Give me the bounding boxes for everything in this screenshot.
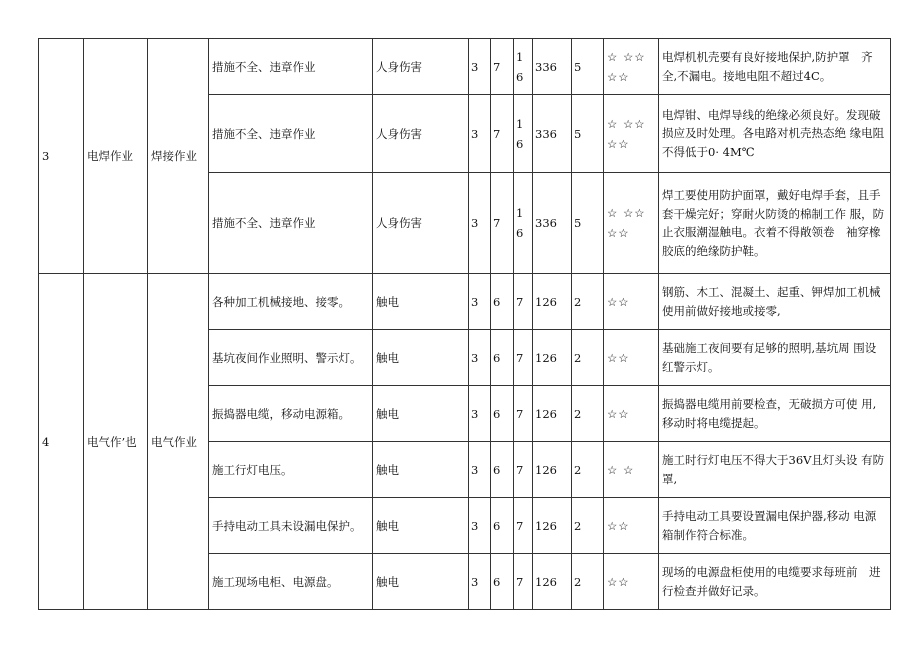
risk-level: 5 xyxy=(572,39,604,95)
table-body xyxy=(39,39,891,610)
control-measure: 电焊钳、电焊导线的绝缘必须良好。发现破损应及时处理。各电路对机壳热态绝 缘电阻不得低于0· 4M℃ xyxy=(659,95,891,173)
hazard-cell: 施工行灯电压。 xyxy=(209,442,373,498)
control-measure: 施工时行灯电压不得大于36V且灯头设 有防罩, xyxy=(659,442,891,498)
e-value: 6 xyxy=(491,442,514,498)
l-value: 3 xyxy=(469,442,491,498)
work-type: 电焊作业 xyxy=(84,39,148,274)
control-measure: 电焊机机壳要有良好接地保护,防护罩 齐全,不漏电。接地电阻不超过4C。 xyxy=(659,39,891,95)
star-rating: ☆☆ xyxy=(604,386,659,442)
l-value: 3 xyxy=(469,173,491,274)
l-value: 3 xyxy=(469,95,491,173)
hazard-cell: 基坑夜间作业照明、警示灯。 xyxy=(209,330,373,386)
l-value: 3 xyxy=(469,554,491,610)
l-value: 3 xyxy=(469,39,491,95)
hazard-cell: 施工现场电柜、电源盘。 xyxy=(209,554,373,610)
consequence-cell: 触电 xyxy=(373,386,469,442)
risk-level: 2 xyxy=(572,386,604,442)
hazard-cell: 措施不全、违章作业 xyxy=(209,173,373,274)
c-value: 7 xyxy=(514,330,533,386)
consequence-cell: 人身伤害 xyxy=(373,39,469,95)
c-value: 16 xyxy=(514,39,533,95)
d-value: 126 xyxy=(533,554,572,610)
risk-level: 2 xyxy=(572,442,604,498)
l-value: 3 xyxy=(469,498,491,554)
c-value: 7 xyxy=(514,554,533,610)
hazard-cell: 振捣器电缆，移动电源箱。 xyxy=(209,386,373,442)
d-value: 336 xyxy=(533,173,572,274)
risk-level: 5 xyxy=(572,95,604,173)
control-measure: 现场的电源盘柜使用的电缆要求每班前 进行检查并做好记录。 xyxy=(659,554,891,610)
e-value: 6 xyxy=(491,330,514,386)
table-row xyxy=(39,274,891,330)
star-rating: ☆☆ xyxy=(604,554,659,610)
e-value: 6 xyxy=(491,498,514,554)
star-rating: ☆☆ xyxy=(604,330,659,386)
star-rating: ☆ ☆☆☆☆ xyxy=(604,39,659,95)
d-value: 126 xyxy=(533,442,572,498)
consequence-cell: 触电 xyxy=(373,274,469,330)
work-type: 电气作’也 xyxy=(84,274,148,610)
risk-level: 2 xyxy=(572,498,604,554)
e-value: 6 xyxy=(491,554,514,610)
star-rating: ☆ ☆☆☆☆ xyxy=(604,173,659,274)
l-value: 3 xyxy=(469,330,491,386)
activity: 电气作业 xyxy=(148,274,209,610)
c-value: 16 xyxy=(514,95,533,173)
c-value: 7 xyxy=(514,386,533,442)
consequence-cell: 触电 xyxy=(373,442,469,498)
e-value: 7 xyxy=(491,173,514,274)
control-measure: 手持电动工具要设置漏电保护器,移动 电源箱制作符合标准。 xyxy=(659,498,891,554)
consequence-cell: 人身伤害 xyxy=(373,95,469,173)
l-value: 3 xyxy=(469,386,491,442)
risk-level: 2 xyxy=(572,274,604,330)
star-rating: ☆ ☆☆☆☆ xyxy=(604,95,659,173)
e-value: 6 xyxy=(491,386,514,442)
e-value: 7 xyxy=(491,95,514,173)
e-value: 6 xyxy=(491,274,514,330)
consequence-cell: 人身伤害 xyxy=(373,173,469,274)
d-value: 126 xyxy=(533,274,572,330)
hazard-cell: 措施不全、违章作业 xyxy=(209,39,373,95)
d-value: 336 xyxy=(533,95,572,173)
star-rating: ☆☆ xyxy=(604,498,659,554)
group-number: 4 xyxy=(39,274,84,610)
risk-level: 5 xyxy=(572,173,604,274)
control-measure: 钢筋、木工、混凝土、起重、钾焊加工机械使用前做好接地或接零, xyxy=(659,274,891,330)
d-value: 126 xyxy=(533,386,572,442)
consequence-cell: 触电 xyxy=(373,554,469,610)
l-value: 3 xyxy=(469,274,491,330)
risk-level: 2 xyxy=(572,330,604,386)
e-value: 7 xyxy=(491,39,514,95)
consequence-cell: 触电 xyxy=(373,330,469,386)
star-rating: ☆ ☆ xyxy=(604,442,659,498)
control-measure: 基础施工夜间要有足够的照明,基坑周 围设红警示灯。 xyxy=(659,330,891,386)
c-value: 7 xyxy=(514,498,533,554)
hazard-cell: 各种加工机械接地、接零。 xyxy=(209,274,373,330)
hazard-cell: 手持电动工具未设漏电保护。 xyxy=(209,498,373,554)
c-value: 16 xyxy=(514,173,533,274)
d-value: 336 xyxy=(533,39,572,95)
d-value: 126 xyxy=(533,498,572,554)
risk-level: 2 xyxy=(572,554,604,610)
group-number: 3 xyxy=(39,39,84,274)
hazard-assessment-table xyxy=(38,38,891,610)
consequence-cell: 触电 xyxy=(373,498,469,554)
activity: 焊接作业 xyxy=(148,39,209,274)
hazard-cell: 措施不全、违章作业 xyxy=(209,95,373,173)
control-measure: 振捣器电缆用前要检查，无破损方可使 用,移动时将电缆提起。 xyxy=(659,386,891,442)
c-value: 7 xyxy=(514,274,533,330)
star-rating: ☆☆ xyxy=(604,274,659,330)
control-measure: 焊工要使用防护面罩，戴好电焊手套，且手套干燥完好；穿耐火防烫的棉制工作 服，防止衣服潮湿触电。衣着不得敞领卷 袖穿橡胶底的绝缘防护鞋。 xyxy=(659,173,891,274)
c-value: 7 xyxy=(514,442,533,498)
table-row xyxy=(39,39,891,95)
d-value: 126 xyxy=(533,330,572,386)
